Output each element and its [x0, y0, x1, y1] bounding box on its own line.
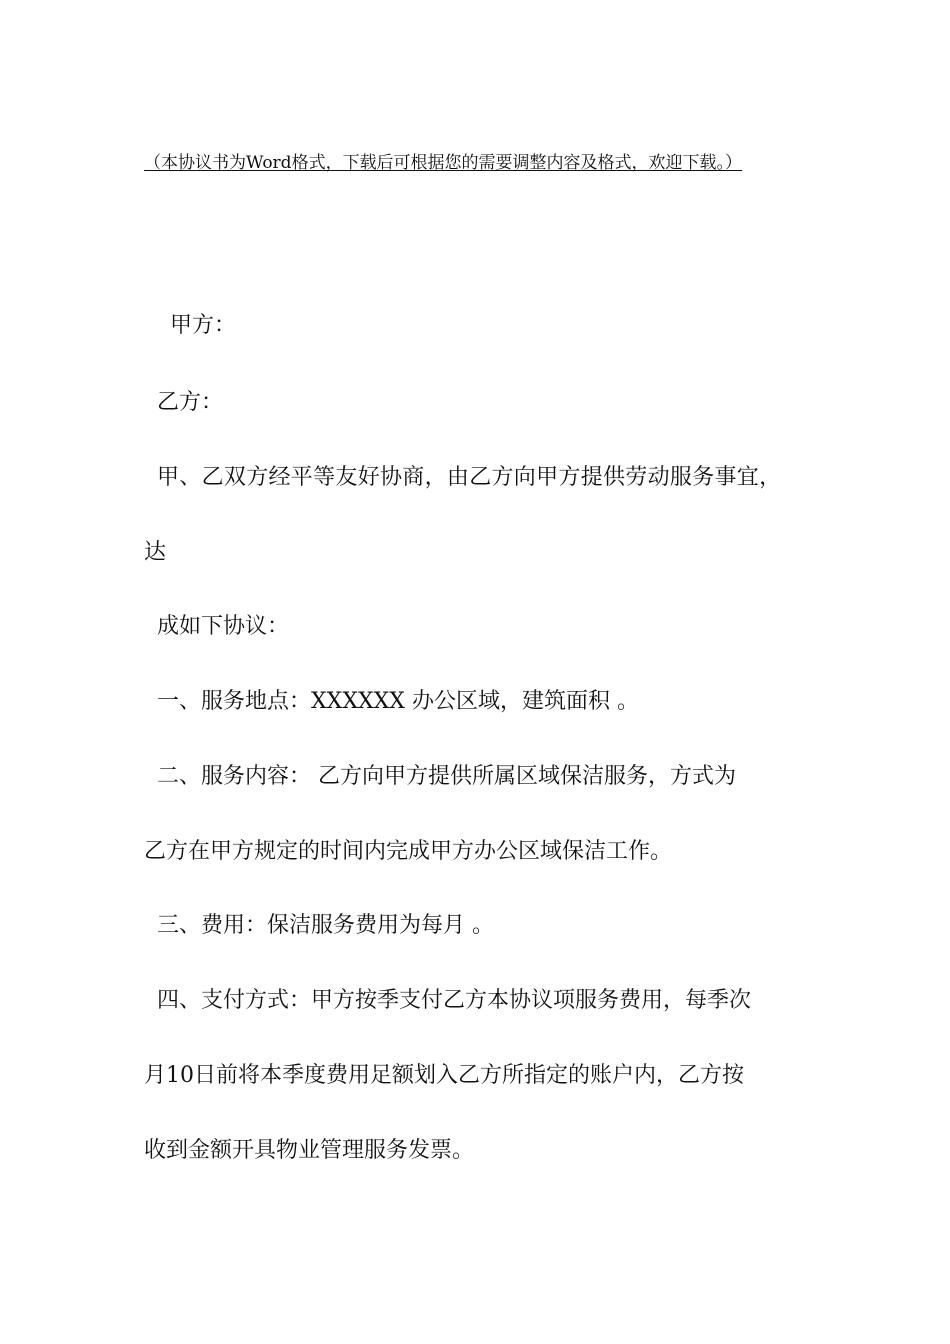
clause-2-service-content-line-2: 乙方在甲方规定的时间内完成甲方办公区域保洁工作。: [144, 839, 673, 864]
clause-2-service-content-line-1: 二、服务内容： 乙方向甲方提供所属区域保洁服务，方式为: [157, 764, 736, 789]
party-a-label: 甲方：: [170, 313, 237, 338]
clause-4-payment-line-3: 收到金额开具物业管理服务发票。: [144, 1138, 475, 1163]
intro-line-2: 达: [144, 540, 167, 565]
clause-4-payment-line-1: 四、支付方式：甲方按季支付乙方本协议项服务费用，每季次: [157, 988, 752, 1013]
intro-line-1: 甲、乙双方经平等友好协商，由乙方向甲方提供劳动服务事宜，: [157, 465, 782, 490]
party-b-label: 乙方：: [157, 390, 224, 415]
clause-3-fees: 三、费用：保洁服务费用为每月 。: [157, 913, 494, 938]
format-note: （本协议书为Word格式，下载后可根据您的需要调整内容及格式，欢迎下载。）: [144, 153, 743, 173]
clause-4-payment-line-2: 月10日前将本季度费用足额划入乙方所指定的账户内，乙方按: [144, 1063, 744, 1088]
intro-line-3: 成如下协议：: [157, 614, 290, 639]
clause-1-service-location: 一、服务地点：XXXXXX 办公区域，建筑面积 。: [157, 689, 639, 714]
